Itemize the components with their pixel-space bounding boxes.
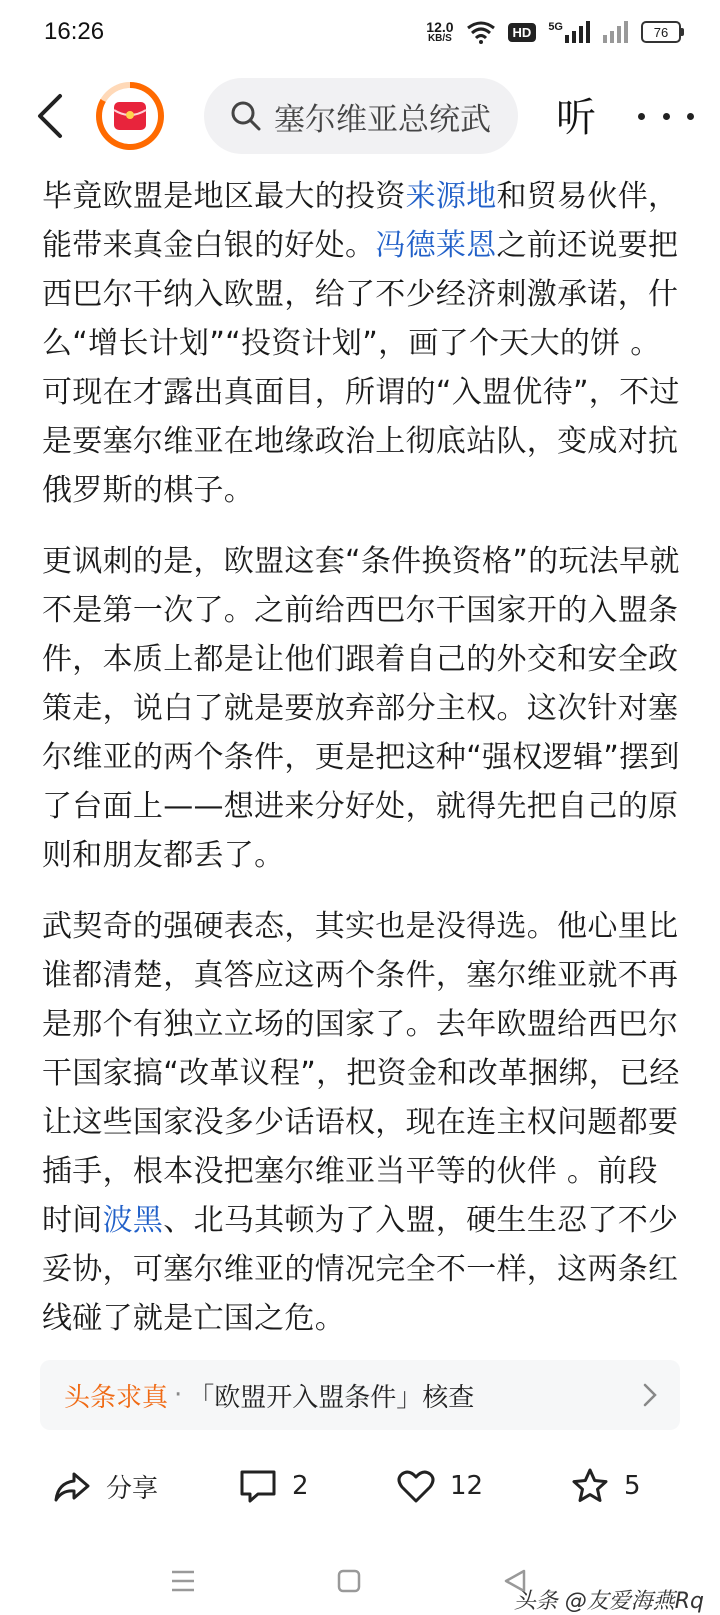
heart-icon bbox=[396, 1466, 436, 1506]
network-speed-value: 12.0 bbox=[426, 19, 454, 35]
search-icon bbox=[230, 100, 262, 132]
article-paragraph-2: 更讽刺的是，欧盟这套“条件换资格”的玩法早就不是第一次了。之前给西巴尔干国家开的入盟条件，本质上都是让他们跟着自己的外交和安全政策走，说白了就是要放弃部分主权。这次针对塞尔维亚的两个条件，更是把这种“强权逻辑”摆到了台面上——想进来分好处，就得先把自己的原则和朋友都丢了。 bbox=[42, 544, 680, 873]
article-body bbox=[42, 172, 682, 1365]
star-icon bbox=[570, 1466, 610, 1506]
menu-icon[interactable] bbox=[168, 1566, 198, 1596]
fact-check-brand: 头条求真 bbox=[64, 1382, 169, 1413]
red-envelope-icon bbox=[110, 96, 150, 136]
comment-icon bbox=[238, 1466, 278, 1506]
signal-icon-secondary bbox=[603, 21, 629, 43]
status-bar bbox=[0, 0, 720, 64]
watermark: 头条 @友爱海燕Rq bbox=[513, 1589, 704, 1614]
text-segment: 毕竟欧盟是地区最大的投资 bbox=[42, 179, 406, 214]
link-bosnia[interactable]: 波黑 bbox=[102, 1203, 164, 1238]
top-nav-bar bbox=[0, 68, 720, 164]
fact-check-title: 「欧盟开入盟条件」核查 bbox=[188, 1382, 475, 1413]
signal-group bbox=[548, 21, 591, 43]
like-button[interactable] bbox=[396, 1466, 483, 1506]
home-icon[interactable] bbox=[334, 1566, 364, 1596]
article-paragraph-1 bbox=[42, 172, 682, 515]
network-speed-unit: KB/S bbox=[427, 33, 452, 44]
favorite-count: 5 bbox=[624, 1471, 641, 1501]
search-query-text: 塞尔维亚总统武 bbox=[274, 101, 491, 138]
battery-icon bbox=[641, 21, 684, 43]
status-icons bbox=[426, 14, 684, 50]
text-segment: 、北马其顿为了入盟，硬生生忍了不少妥协，可塞尔维亚的情况完全不一样，这两条红线碰了就是亡国之危。 bbox=[42, 1203, 679, 1336]
wifi-icon bbox=[466, 20, 496, 44]
text-segment: 之前还说要把西巴尔干纳入欧盟，给了不少经济刺激承诺，什么“增长计划”“投资计划”，画了个天大的饼 。可现在才露出真面目，所谓的“入盟优待”，不过是要塞尔维亚在地缘政治上彻底站队，变成对抗俄罗斯的棋子。 bbox=[42, 228, 680, 508]
article-paragraph-3 bbox=[42, 902, 682, 1343]
comment-button[interactable] bbox=[238, 1466, 309, 1506]
action-bar bbox=[0, 1448, 720, 1528]
author-avatar[interactable] bbox=[96, 82, 164, 150]
share-icon bbox=[52, 1466, 92, 1506]
battery-level: 76 bbox=[641, 21, 681, 43]
back-arrow-icon[interactable] bbox=[32, 92, 72, 140]
network-speed bbox=[426, 20, 453, 44]
search-input[interactable] bbox=[204, 78, 518, 154]
share-button[interactable] bbox=[52, 1466, 158, 1506]
text-segment: 武契奇的强硬表态，其实也是没得选。他心里比谁都清楚，真答应这两个条件，塞尔维亚就不再是那个有独立立场的国家了。去年欧盟给西巴尔干国家搞“改革议程”，把资金和改革捆绑，已经让这些国家没多少话语权，现在连主权问题都要插手，根本没把塞尔维亚当平等的伙伴 。前段时间 bbox=[42, 909, 680, 1238]
text-segment: 和贸易伙伴，能带来真金白银的好处。 bbox=[42, 179, 679, 263]
network-type-label: 5G bbox=[548, 21, 563, 33]
chevron-right-icon bbox=[642, 1382, 658, 1408]
signal-icon bbox=[565, 21, 591, 43]
status-time: 16:26 bbox=[44, 18, 105, 45]
fact-check-separator: · bbox=[174, 1380, 183, 1410]
more-options-icon[interactable] bbox=[638, 92, 694, 140]
favorite-button[interactable] bbox=[570, 1466, 641, 1506]
comment-count: 2 bbox=[292, 1471, 309, 1501]
share-label: 分享 bbox=[106, 1473, 159, 1504]
like-count: 12 bbox=[450, 1471, 484, 1501]
hd-badge: HD bbox=[508, 23, 537, 42]
link-source[interactable]: 来源地 bbox=[405, 179, 497, 214]
fact-check-card[interactable] bbox=[40, 1360, 680, 1430]
link-von-der-leyen[interactable]: 冯德莱恩 bbox=[375, 228, 497, 263]
listen-button[interactable]: 听 bbox=[556, 95, 596, 141]
